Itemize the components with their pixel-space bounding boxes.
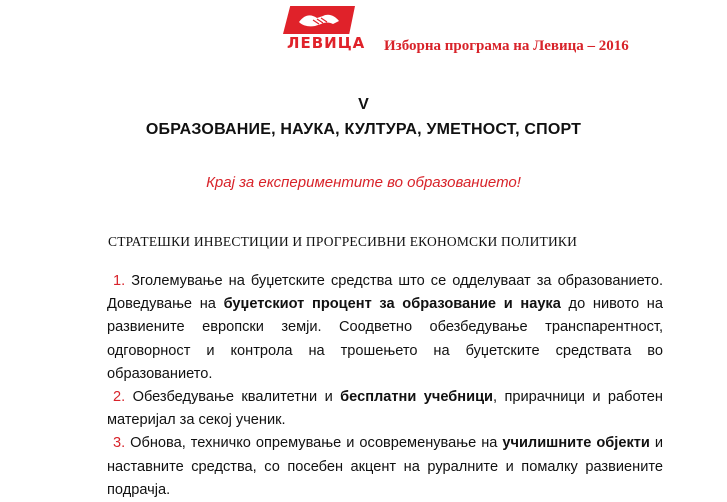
item-bold-text: буџетскиот процент за образование и наука [223,296,561,313]
chapter-slogan: Крај за експериментите во образованието! [206,174,521,191]
item-text: и наставните средства, со посебен акцент на руралните и помалку развиените подрачја. [107,435,664,498]
item-text: Обнова, техничко опремување и осовременување на [130,435,503,452]
handshake-icon [297,8,341,32]
chapter-title: ОБРАЗОВАНИЕ, НАУКА, КУЛТУРА, УМЕТНОСТ, СПОРТ [145,121,582,138]
program-items [107,270,663,502]
item-number: 3. [113,435,126,452]
list-item [107,386,663,432]
levica-logo [283,6,366,52]
section-heading: СТРАТЕШКИ ИНВЕСТИЦИИ И ПРОГРЕСИВНИ ЕКОНОМСКИ ПОЛИТИКИ [108,234,578,249]
item-text: до нивото на развиените европски земји. Соодветно обезбедување транспарентност, одговорност и контрола на трошењето на буџетските средствата во образованието. [107,296,663,382]
item-text: Обезбедување квалитетни и [132,389,341,406]
list-item [107,270,663,386]
item-text: , прирачници и работен материјал за секој ученик. [107,389,663,429]
item-number: 2. [113,389,126,406]
logo-text: ЛЕВИЦА [287,34,366,52]
item-bold-text: бесплатни учебници [340,389,494,406]
chapter-number: V [358,96,369,113]
header-title: Изборна програма на Левица – 2016 [384,38,629,54]
logo-banner [283,6,355,34]
item-bold-text: училишните објекти [502,435,650,452]
item-text: Зголемување на буџетските средства што се одделуваат за образованието. Доведување на [107,273,663,313]
item-number: 1. [113,273,126,289]
